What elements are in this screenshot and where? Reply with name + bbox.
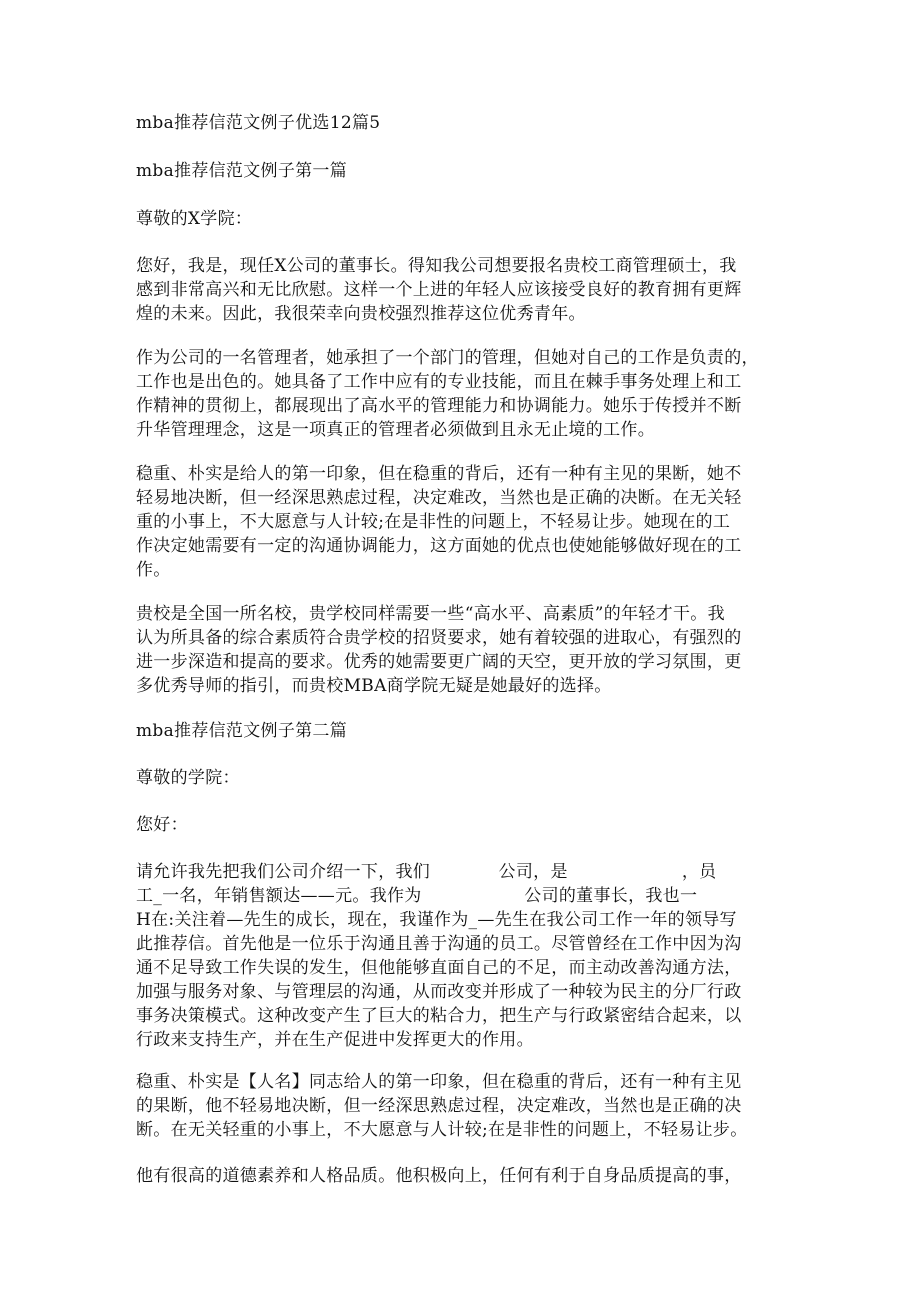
section2-heading: mba推荐信范文例子第二篇	[136, 721, 348, 741]
text-line: 断。在无关轻重的小事上，不大愿意与人计较;在是非性的问题上，不轻易让步。	[136, 1120, 748, 1140]
text-line: 升华管理理念，这是一项真正的管理者必须做到且永无止境的工作。	[136, 420, 655, 440]
section1-paragraph-1	[136, 254, 742, 326]
section2-paragraph-3	[136, 1164, 742, 1188]
section1-heading: mba推荐信范文例子第一篇	[136, 161, 348, 181]
text-line: 感到非常高兴和无比欣慰。这样一个上进的年轻人应该接受良好的教育拥有更辉	[136, 280, 742, 300]
text-line: 作。	[136, 560, 171, 580]
text-line: 重的小事上，不大愿意与人计较;在是非性的问题上，不轻易让步。她现在的工	[136, 512, 731, 532]
text-line: 加强与服务对象、与管理层的沟通，从而改变并形成了一种较为民主的分厂行政	[136, 982, 742, 1002]
document-title: mba推荐信范文例子优选12篇5	[136, 113, 381, 133]
text-line: H在:关注着—先生的成长，现在，我谨作为_—先生在我公司工作一年的领导写	[136, 910, 737, 930]
section1-paragraph-2	[136, 346, 759, 442]
text-line: 此推荐信。首先他是一位乐于沟通且善于沟通的员工。尽管曾经在工作中因为沟	[136, 934, 742, 954]
text-line: 工_一名，年销售额达——元。我作为 公司的董事长，我也一	[136, 886, 698, 906]
section2-greeting: 您好：	[136, 815, 188, 835]
text-line: 作为公司的一名管理者，她承担了一个部门的管理，但她对自己的工作是负责的，	[136, 348, 759, 368]
text-line: 多优秀导师的指引，而贵校MBA商学院无疑是她最好的选择。	[136, 676, 612, 696]
section1-salutation: 尊敬的X学院：	[136, 209, 253, 229]
text-line: 贵校是全国一所名校，贵学校同样需要一些“高水平、高素质”的年轻才干。我	[136, 604, 725, 624]
section2-paragraph-2	[136, 1070, 748, 1142]
text-line: 您好，我是，现任X公司的董事长。得知我公司想要报名贵校工商管理硕士，我	[136, 256, 737, 276]
text-line: 行政来支持生产，并在生产促进中发挥更大的作用。	[136, 1030, 534, 1050]
text-line: 通不足导致工作失误的发生，但他能够直面自己的不足，而主动改善沟通方法，	[136, 958, 742, 978]
section1-paragraph-4	[136, 602, 742, 698]
text-line: 稳重、朴实是【人名】同志给人的第一印象，但在稳重的背后，还有一种有主见	[136, 1072, 742, 1092]
text-line: 作决定她需要有一定的沟通协调能力，这方面她的优点也使她能够做好现在的工	[136, 536, 742, 556]
text-line: 稳重、朴实是给人的第一印象，但在稳重的背后，还有一种有主见的果断，她不	[136, 464, 742, 484]
text-line: 轻易地决断，但一经深思熟虑过程，决定难改，当然也是正确的决断。在无关轻	[136, 488, 742, 508]
text-line: 事务决策模式。这种改变产生了巨大的粘合力，把生产与行政紧密结合起来，以	[136, 1006, 742, 1026]
text-line: 作精神的贯彻上，都展现出了高水平的管理能力和协调能力。她乐于传授并不断	[136, 396, 742, 416]
text-line: 工作也是出色的。她具备了工作中应有的专业技能，而且在棘手事务处理上和工	[136, 372, 742, 392]
section2-salutation: 尊敬的学院：	[136, 768, 240, 788]
text-line: 请允许我先把我们公司介绍一下，我们 公司，是 ，员	[136, 862, 717, 882]
text-line: 认为所具备的综合素质符合贵学校的招贤要求，她有着较强的进取心，有强烈的	[136, 628, 742, 648]
text-line: 的果断，他不轻易地决断，但一经深思熟虑过程，决定难改，当然也是正确的决	[136, 1096, 742, 1116]
text-line: 进一步深造和提高的要求。优秀的她需要更广阔的天空，更开放的学习氛围，更	[136, 652, 742, 672]
section2-paragraph-1	[136, 860, 742, 1052]
text-line: 煌的未来。因此，我很荣幸向贵校强烈推荐这位优秀青年。	[136, 304, 586, 324]
section1-paragraph-3	[136, 462, 742, 582]
text-line: 他有很高的道德素养和人格品质。他积极向上，任何有利于自身品质提高的事，	[136, 1166, 742, 1186]
